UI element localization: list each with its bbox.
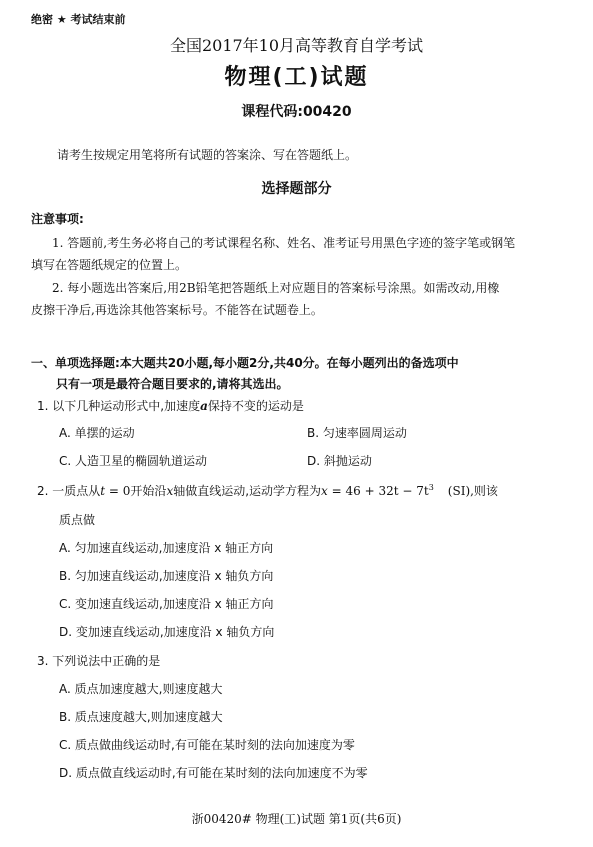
page-footer: 浙00420# 物理(工)试题 第1页(共6页) [191,812,402,826]
question-2-option-d: D. 变加速直线运动,加速度沿 x 轴负方向 [59,625,275,639]
part-1-heading-line-2: 只有一项是最符合题目要求的,请将其选出。 [56,377,289,391]
question-1-option-c: C. 人造卫星的椭圆轨道运动 [59,454,208,468]
question-2-eq-x: x [321,484,328,498]
question-2-equation: = 46 + 32t − 7t [327,484,429,498]
part-1-heading-line-1: 一、单项选择题:本大题共20小题,每小题2分,共40分。在每小题列出的备选项中 [31,356,459,370]
question-2-unit: (SI),则该 [447,484,498,498]
question-3-option-b: B. 质点速度越大,则加速度越大 [59,710,223,724]
question-1-stem-post: 保持不变的运动是 [207,399,304,413]
question-3-option-c: C. 质点做曲线运动时,有可能在某时刻的法向加速度为零 [59,738,355,752]
question-2-stem [37,482,498,499]
question-2-var-x: x [166,484,174,498]
question-2-stem-a: 2. 一质点从 [37,484,101,498]
answer-instruction: 请考生按规定用笔将所有试题的答案涂、写在答题纸上。 [57,148,358,162]
question-2-eq-zero: = 0 [105,484,131,498]
question-2-stem-line-2: 质点做 [59,513,96,527]
confidential-label: 绝密 ★ 考试结束前 [31,13,126,26]
exam-title: 全国2017年10月高等教育自学考试 [169,36,424,55]
note-2-line-1: 2. 每小题选出答案后,用2B铅笔把答题纸上对应题目的答案标号涂黑。如需改动,用橡 [52,281,500,295]
question-2-var-t: t [100,484,106,498]
section-title: 选择题部分 [261,181,332,197]
question-1-stem-pre: 1. 以下几种运动形式中,加速度 [37,399,201,413]
question-1-option-b: B. 匀速率圆周运动 [307,426,407,440]
question-1-stem [37,397,304,414]
question-3-option-d: D. 质点做直线运动时,有可能在某时刻的法向加速度不为零 [59,766,368,780]
question-1-var-a: a [200,399,208,413]
question-2-exponent: 3 [428,483,434,492]
course-code: 课程代码:00420 [241,104,352,120]
notes-heading: 注意事项: [31,212,84,226]
question-3-stem: 3. 下列说法中正确的是 [37,654,161,668]
question-2-option-b: B. 匀加速直线运动,加速度沿 x 轴负方向 [59,569,274,583]
subject-title: 物理(工)试题 [224,65,369,90]
question-2-stem-c: 轴做直线运动,运动学方程为 [173,484,322,498]
question-2-stem-b: 开始沿 [130,484,167,498]
question-1-option-a: A. 单摆的运动 [59,426,135,440]
note-1-line-1: 1. 答题前,考生务必将自己的考试课程名称、姓名、准考证号用黑色字迹的签字笔或钢笔 [52,236,516,250]
question-2-option-a: A. 匀加速直线运动,加速度沿 x 轴正方向 [59,541,274,555]
question-3-option-a: A. 质点加速度越大,则速度越大 [59,682,223,696]
note-2-line-2: 皮擦干净后,再选涂其他答案标号。不能答在试题卷上。 [31,303,323,317]
note-1-line-2: 填写在答题纸规定的位置上。 [31,258,188,272]
question-1-option-d: D. 斜抛运动 [307,454,372,468]
question-2-option-c: C. 变加速直线运动,加速度沿 x 轴正方向 [59,597,274,611]
